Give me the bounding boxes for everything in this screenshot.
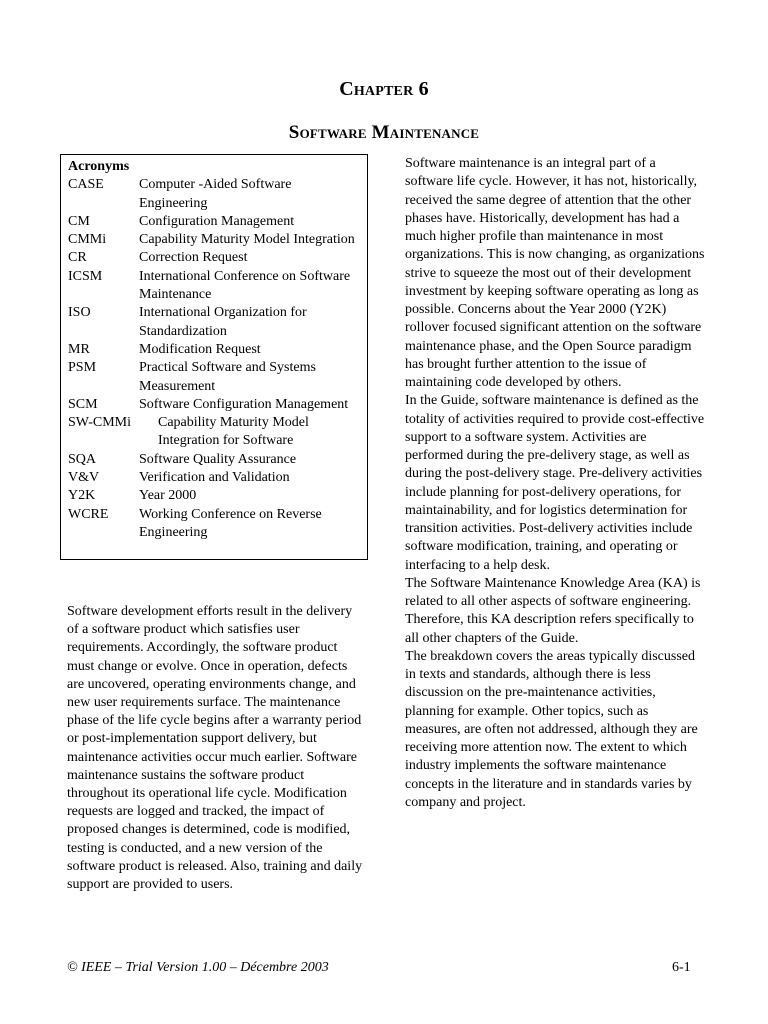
acronym-desc: Capability Maturity Model Integration for Software <box>158 415 309 449</box>
acronym-row <box>68 396 367 414</box>
acronym-desc: Computer -Aided Software Engineering <box>139 177 292 211</box>
acronym-desc: Capability Maturity Model Integration <box>139 232 355 248</box>
acronym-abbr: SQA <box>68 451 97 467</box>
acronym-row <box>68 341 367 359</box>
acronym-abbr: V&V <box>68 470 100 486</box>
acronym-abbr: SW-CMMi <box>68 415 132 431</box>
acronym-row <box>68 359 367 396</box>
acronym-abbr: CASE <box>68 177 104 193</box>
acronym-desc: Verification and Validation <box>139 470 290 486</box>
acronym-row <box>68 414 367 451</box>
acronym-abbr: WCRE <box>68 506 109 522</box>
acronym-desc: Software Quality Assurance <box>139 451 297 467</box>
footer-copyright: © IEEE – Trial Version 1.00 – Décembre 2003 <box>67 960 329 975</box>
acronym-desc: Working Conference on Reverse Engineering <box>139 506 322 540</box>
acronym-desc: International Organization for Standardization <box>139 305 307 339</box>
acronym-abbr: PSM <box>68 360 97 376</box>
acronym-abbr: MR <box>68 341 90 357</box>
right-column <box>405 155 705 812</box>
acronyms-heading: Acronyms <box>68 159 130 174</box>
acronym-row <box>68 469 367 487</box>
acronym-abbr: SCM <box>68 396 98 412</box>
acronym-desc: International Conference on Software Maintenance <box>139 268 351 303</box>
acronyms-box <box>60 154 368 560</box>
acronym-row <box>68 487 367 505</box>
acronym-desc: Modification Request <box>139 341 261 357</box>
body-paragraph: The breakdown covers the areas typically discussed in texts and standards, although there is less discussion on the pre-maintenance activities, planning for example. Other topics, such as measures, are often not addressed, although they are receiving more attention now. The extent to which industry implements the software maintenance concepts in the literature and in standards varies by company and project. <box>405 648 698 810</box>
acronym-row <box>68 304 367 341</box>
acronym-row <box>68 213 367 231</box>
acronym-desc: Practical Software and Systems Measurement <box>139 360 316 394</box>
acronym-row <box>68 249 367 267</box>
acronym-row <box>68 231 367 249</box>
body-paragraph: Software maintenance is an integral part of a software life cycle. However, it has not, historically, received the same degree of attention that the other phases have. Historically, development has had a much higher profile than maintenance in most organizations. This is now changing, as organizations strive to squeeze the most out of their development investment by keeping software operating as long as possible. Concerns about the Year 2000 (Y2K) rollover focused significant attention on the software maintenance phase, and the Open Source paradigm has brought further attention to the issue of maintaining code developed by others. <box>405 156 705 390</box>
acronym-abbr: Y2K <box>68 488 96 504</box>
page-number: 6-1 <box>672 960 691 975</box>
acronym-desc: Software Configuration Management <box>139 396 349 412</box>
body-paragraph: The Software Maintenance Knowledge Area (KA) is related to all other aspects of software engineering. Therefore, this KA description refers specifically to all other chapters of the Guide. <box>405 575 701 646</box>
acronym-abbr: ISO <box>68 305 91 321</box>
acronym-abbr: CM <box>68 213 90 229</box>
acronym-abbr: ICSM <box>68 268 103 284</box>
acronym-desc: Correction Request <box>139 250 248 266</box>
acronym-row <box>68 506 367 543</box>
chapter-heading: Chapter 6 <box>339 78 429 100</box>
acronym-abbr: CMMi <box>68 232 107 248</box>
acronym-row <box>68 268 367 305</box>
acronym-row <box>68 176 367 213</box>
acronym-desc: Configuration Management <box>139 213 295 229</box>
body-paragraph: In the Guide, software maintenance is defined as the totality of activities required to provide cost-effective support to a software system. Activities are performed during the pre-delivery stage, as well as during the post-delivery stage. Pre-delivery activities include planning for post-delivery operations, for maintainability, and for logistics determination for transition activities. Post-delivery activities include software modification, training, and operating or interfacing to a help desk. <box>405 393 705 573</box>
acronym-desc: Year 2000 <box>139 488 197 504</box>
acronym-row <box>68 451 367 469</box>
page-title: Software Maintenance <box>288 122 480 143</box>
intro-paragraph: Software development efforts result in the delivery of a software product which satisfies user requirements. Accordingly, the software product must change or evolve. Once in operation, defects are uncovered, operating environments change, and new user requirements surface. The maintenance phase of the life cycle begins after a warranty period or post-implementation support delivery, but maintenance activities occur much earlier. Software maintenance sustains the software product throughout its operational life cycle. Modification requests are logged and tracked, the impact of proposed changes is determined, code is modified, testing is conducted, and a new version of the software product is released. Also, training and daily support are provided to users. <box>67 604 363 893</box>
acronym-abbr: CR <box>68 250 87 266</box>
